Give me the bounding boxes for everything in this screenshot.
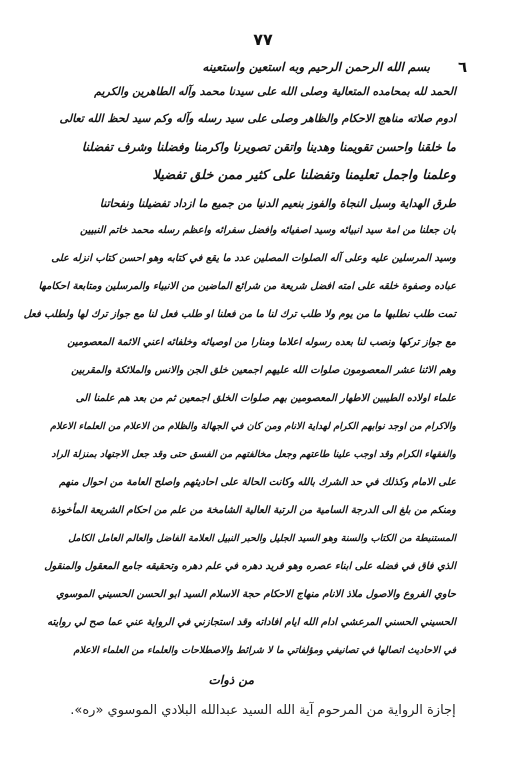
page-number: ٧٧ [253, 30, 273, 49]
manuscript-line: الحسيني الحسني المرعشي ادام الله ايام افاداته وقد استجازني في الرواية عني عما صح لي روايته [47, 617, 456, 628]
manuscript-line: ما خلقنا واحسن تقويمنا وهدينا واتقن تصويرنا واكرمنا وفضلنا وشرف تفضلنا [81, 140, 456, 154]
manuscript-line: بسم الله الرحمن الرحيم وبه استعين واستعينه [202, 60, 430, 74]
manuscript-line: وهم الاثنا عشر المعصومون صلوات الله عليهم اجمعين خلق الجن والانس والملائكة والمقربين [71, 365, 456, 376]
manuscript-line: ادوم صلاته مناهج الاحكام والظاهر وصلى على سيد رسله وآله وكم سيد لحظ الله تعالى [59, 112, 456, 125]
manuscript-line: من ذوات [208, 673, 254, 687]
manuscript-line: المستنبطة من الكتاب والسنة وهو السيد الجليل والحبر النبيل العلامة الفاضل والعالم العامل الكامل [68, 533, 456, 544]
manuscript-line: مع جواز تركها ونصب لنا بعده رسوله اعلاما ومنارا من اوصيائه وخلفائه اعني الائمة المعصومين [67, 337, 456, 348]
manuscript-line: ومنكم من بلغ الى الدرجة السامية من الرتبة العالية الشامخة من علم من احكام الشريعة المأخوذة [50, 505, 456, 516]
manuscript-line: والفقهاء الكرام وقد اوجب علينا طاعتهم وجعل مخالفتهم من الفسق حتى وقد جعل الاجتهاد بمنزلة الراد [51, 449, 456, 460]
manuscript-line: على الامام وكذلك في حد الشرك بالله وكانت الحالة على احاديثهم واصلح العامة من احوال منهم [59, 477, 456, 488]
manuscript-line: حاوي الفروع والاصول ملاذ الانام منهاج الاحكام حجة الاسلام السيد ابو الحسن الحسيني الموسوي [55, 589, 456, 600]
manuscript-line: تمت طلب نطلبها ما من يوم ولا طلب ترك لنا ما من فعلنا او طلب فعل لنا مع جواز ترك لها ولطلب فعل [23, 309, 456, 320]
manuscript-line: وسيد المرسلين عليه وعلى آله الصلوات المصلين عدد ما يقع في كتابه وهو احسن كتاب انزله على [51, 253, 456, 264]
manuscript-line: عباده وصفوة خلقه على امته افضل شريعة من شرائع الماضين من الانبياء والمرسلين ومتابعة احكامها [38, 281, 456, 292]
margin-mark: ٦ [458, 58, 468, 76]
image-caption: إجازة الرواية من المرحوم آية الله السيد عبدالله البلادي الموسوي «ره». [70, 703, 456, 718]
manuscript-text-block [23, 60, 456, 687]
manuscript-line: وعلمنا واجمل تعليمنا وتفضلنا على كثير ممن خلق تفضيلا [152, 168, 456, 183]
manuscript-line: والاكرام من اوجد نوابهم الكرام لهداية الانام ومن كان في الجهالة والظلام من الاعلام من العلماء الاعلام [50, 421, 456, 432]
manuscript-line: طرق الهداية وسبل النجاة والفوز بنعيم الدنيا من جميع ما ازداد تفضيلنا ونفحاتنا [99, 197, 456, 210]
manuscript-line: علماء اولاده الطيبين الاطهار المعصومين بهم صلوات الخلق اجمعين ثم من بعد هم علمنا الى [75, 393, 456, 404]
manuscript-line: بان جعلنا من امة سيد انبيائه وسيد اصفيائه وافضل سفرائه واعظم رسله محمد خاتم النبيين [79, 225, 456, 236]
manuscript-line: الذي فاق في فضله على ابناء عصره وهو فريد دهره في علم دهره وتحقيقه جامع المعقول والمنقول [44, 561, 456, 572]
manuscript-line: الحمد لله بمحامده المتعالية وصلى الله على سيدنا محمد وآله الطاهرين والكريم [94, 85, 456, 98]
manuscript-line: في الاحاديث اتصالها في تصانيفي ومؤلفاتي ما لا شرائط والاصطلاحات والعلماء من العلماء الاعلام [73, 645, 456, 656]
